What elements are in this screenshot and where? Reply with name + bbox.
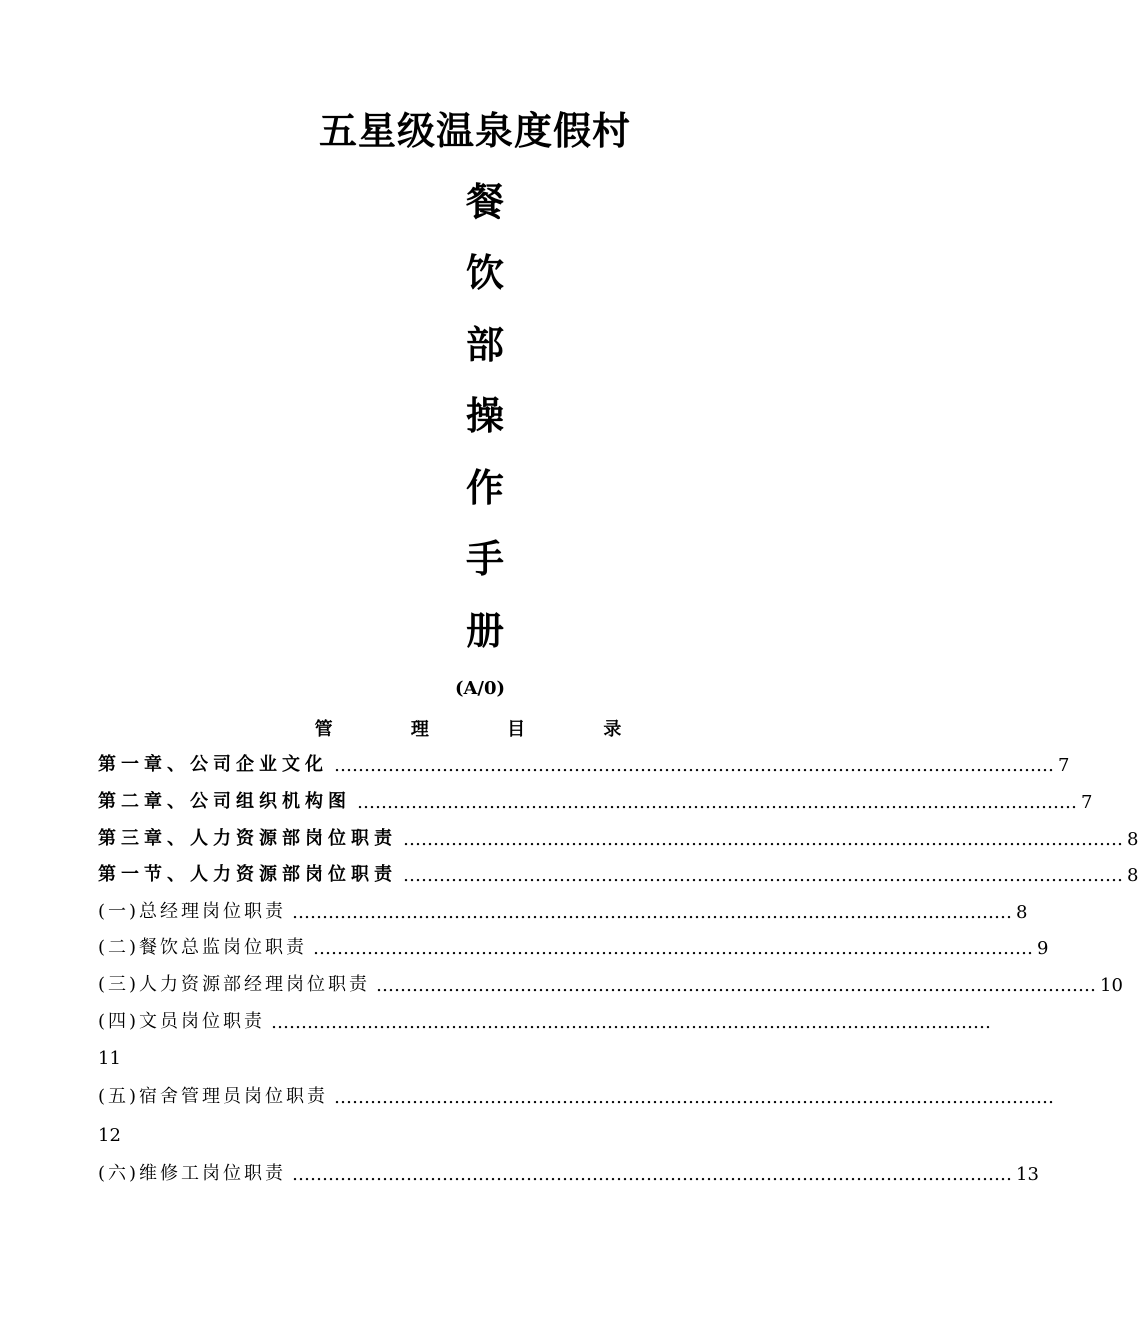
toc-page-number: 7 <box>1058 755 1070 776</box>
toc-entry-label: 第一节、人力资源部岗位职责 <box>98 864 397 885</box>
toc-entry[interactable] <box>98 1007 992 1033</box>
toc-entry-label: (五)宿舍管理员岗位职责 <box>98 1086 329 1107</box>
toc-entry[interactable] <box>98 1082 1055 1108</box>
toc-entry[interactable] <box>98 1159 1039 1185</box>
vertical-title-char: 部 <box>465 322 504 367</box>
toc-entry-label: (三)人力资源部经理岗位职责 <box>98 974 371 995</box>
toc-entry[interactable] <box>98 750 1070 776</box>
toc-page-number: 10 <box>1100 975 1123 996</box>
toc-leader: ………………………………………………………………………………………………………… <box>313 938 1034 959</box>
vertical-title-char: 餐 <box>465 179 504 224</box>
toc-entry-label: 第二章、公司组织机构图 <box>98 791 351 812</box>
document-title: 五星级温泉度假村 <box>318 108 631 153</box>
vertical-title-char: 饮 <box>465 250 504 295</box>
toc-leader: ………………………………………………………………………………………………………… <box>403 829 1123 850</box>
toc-entry-label: 第三章、人力资源部岗位职责 <box>98 828 397 849</box>
toc-entry[interactable] <box>98 970 1123 996</box>
document-version: (A/0) <box>454 678 506 699</box>
toc-entry-label: (二)餐饮总监岗位职责 <box>98 937 308 958</box>
toc-leader: ………………………………………………………………………………………………………… <box>403 865 1123 886</box>
toc-page-number: 11 <box>98 1048 121 1069</box>
toc-page-number: 13 <box>1016 1164 1039 1185</box>
toc-entry[interactable] <box>98 933 1049 959</box>
toc-page-number: 8 <box>1127 829 1138 850</box>
toc-entry-label: (四)文员岗位职责 <box>98 1011 266 1032</box>
vertical-title-char: 册 <box>465 608 504 653</box>
toc-entry[interactable] <box>98 787 1093 813</box>
toc-page-number: 8 <box>1127 865 1138 886</box>
toc-heading: 管 理 目 录 <box>314 719 646 740</box>
toc-leader: ………………………………………………………………………………………………………… <box>292 902 1013 923</box>
toc-leader: ………………………………………………………………………………………………………… <box>376 975 1097 996</box>
toc-entry-label: (六)维修工岗位职责 <box>98 1163 287 1184</box>
toc-entry[interactable] <box>98 860 1138 886</box>
toc-page-number: 8 <box>1016 902 1028 923</box>
vertical-title-char: 手 <box>465 536 504 581</box>
toc-entry-label: (一)总经理岗位职责 <box>98 901 287 922</box>
toc-page-number: 9 <box>1037 938 1049 959</box>
toc-leader: ………………………………………………………………………………………………………… <box>292 1164 1013 1185</box>
toc-leader: ………………………………………………………………………………………………………… <box>334 755 1054 776</box>
toc-leader: ………………………………………………………………………………………………………… <box>271 1012 992 1033</box>
toc-page-number: 7 <box>1081 792 1093 813</box>
toc-entry[interactable] <box>98 824 1138 850</box>
toc-entry[interactable] <box>98 897 1028 923</box>
vertical-title-char: 作 <box>465 465 504 510</box>
toc-leader: ………………………………………………………………………………………………………… <box>334 1087 1055 1108</box>
vertical-title-char: 操 <box>465 393 504 438</box>
toc-entry-label: 第一章、公司企业文化 <box>98 754 328 775</box>
toc-page-number: 12 <box>98 1125 121 1146</box>
toc-leader: ………………………………………………………………………………………………………… <box>357 792 1077 813</box>
